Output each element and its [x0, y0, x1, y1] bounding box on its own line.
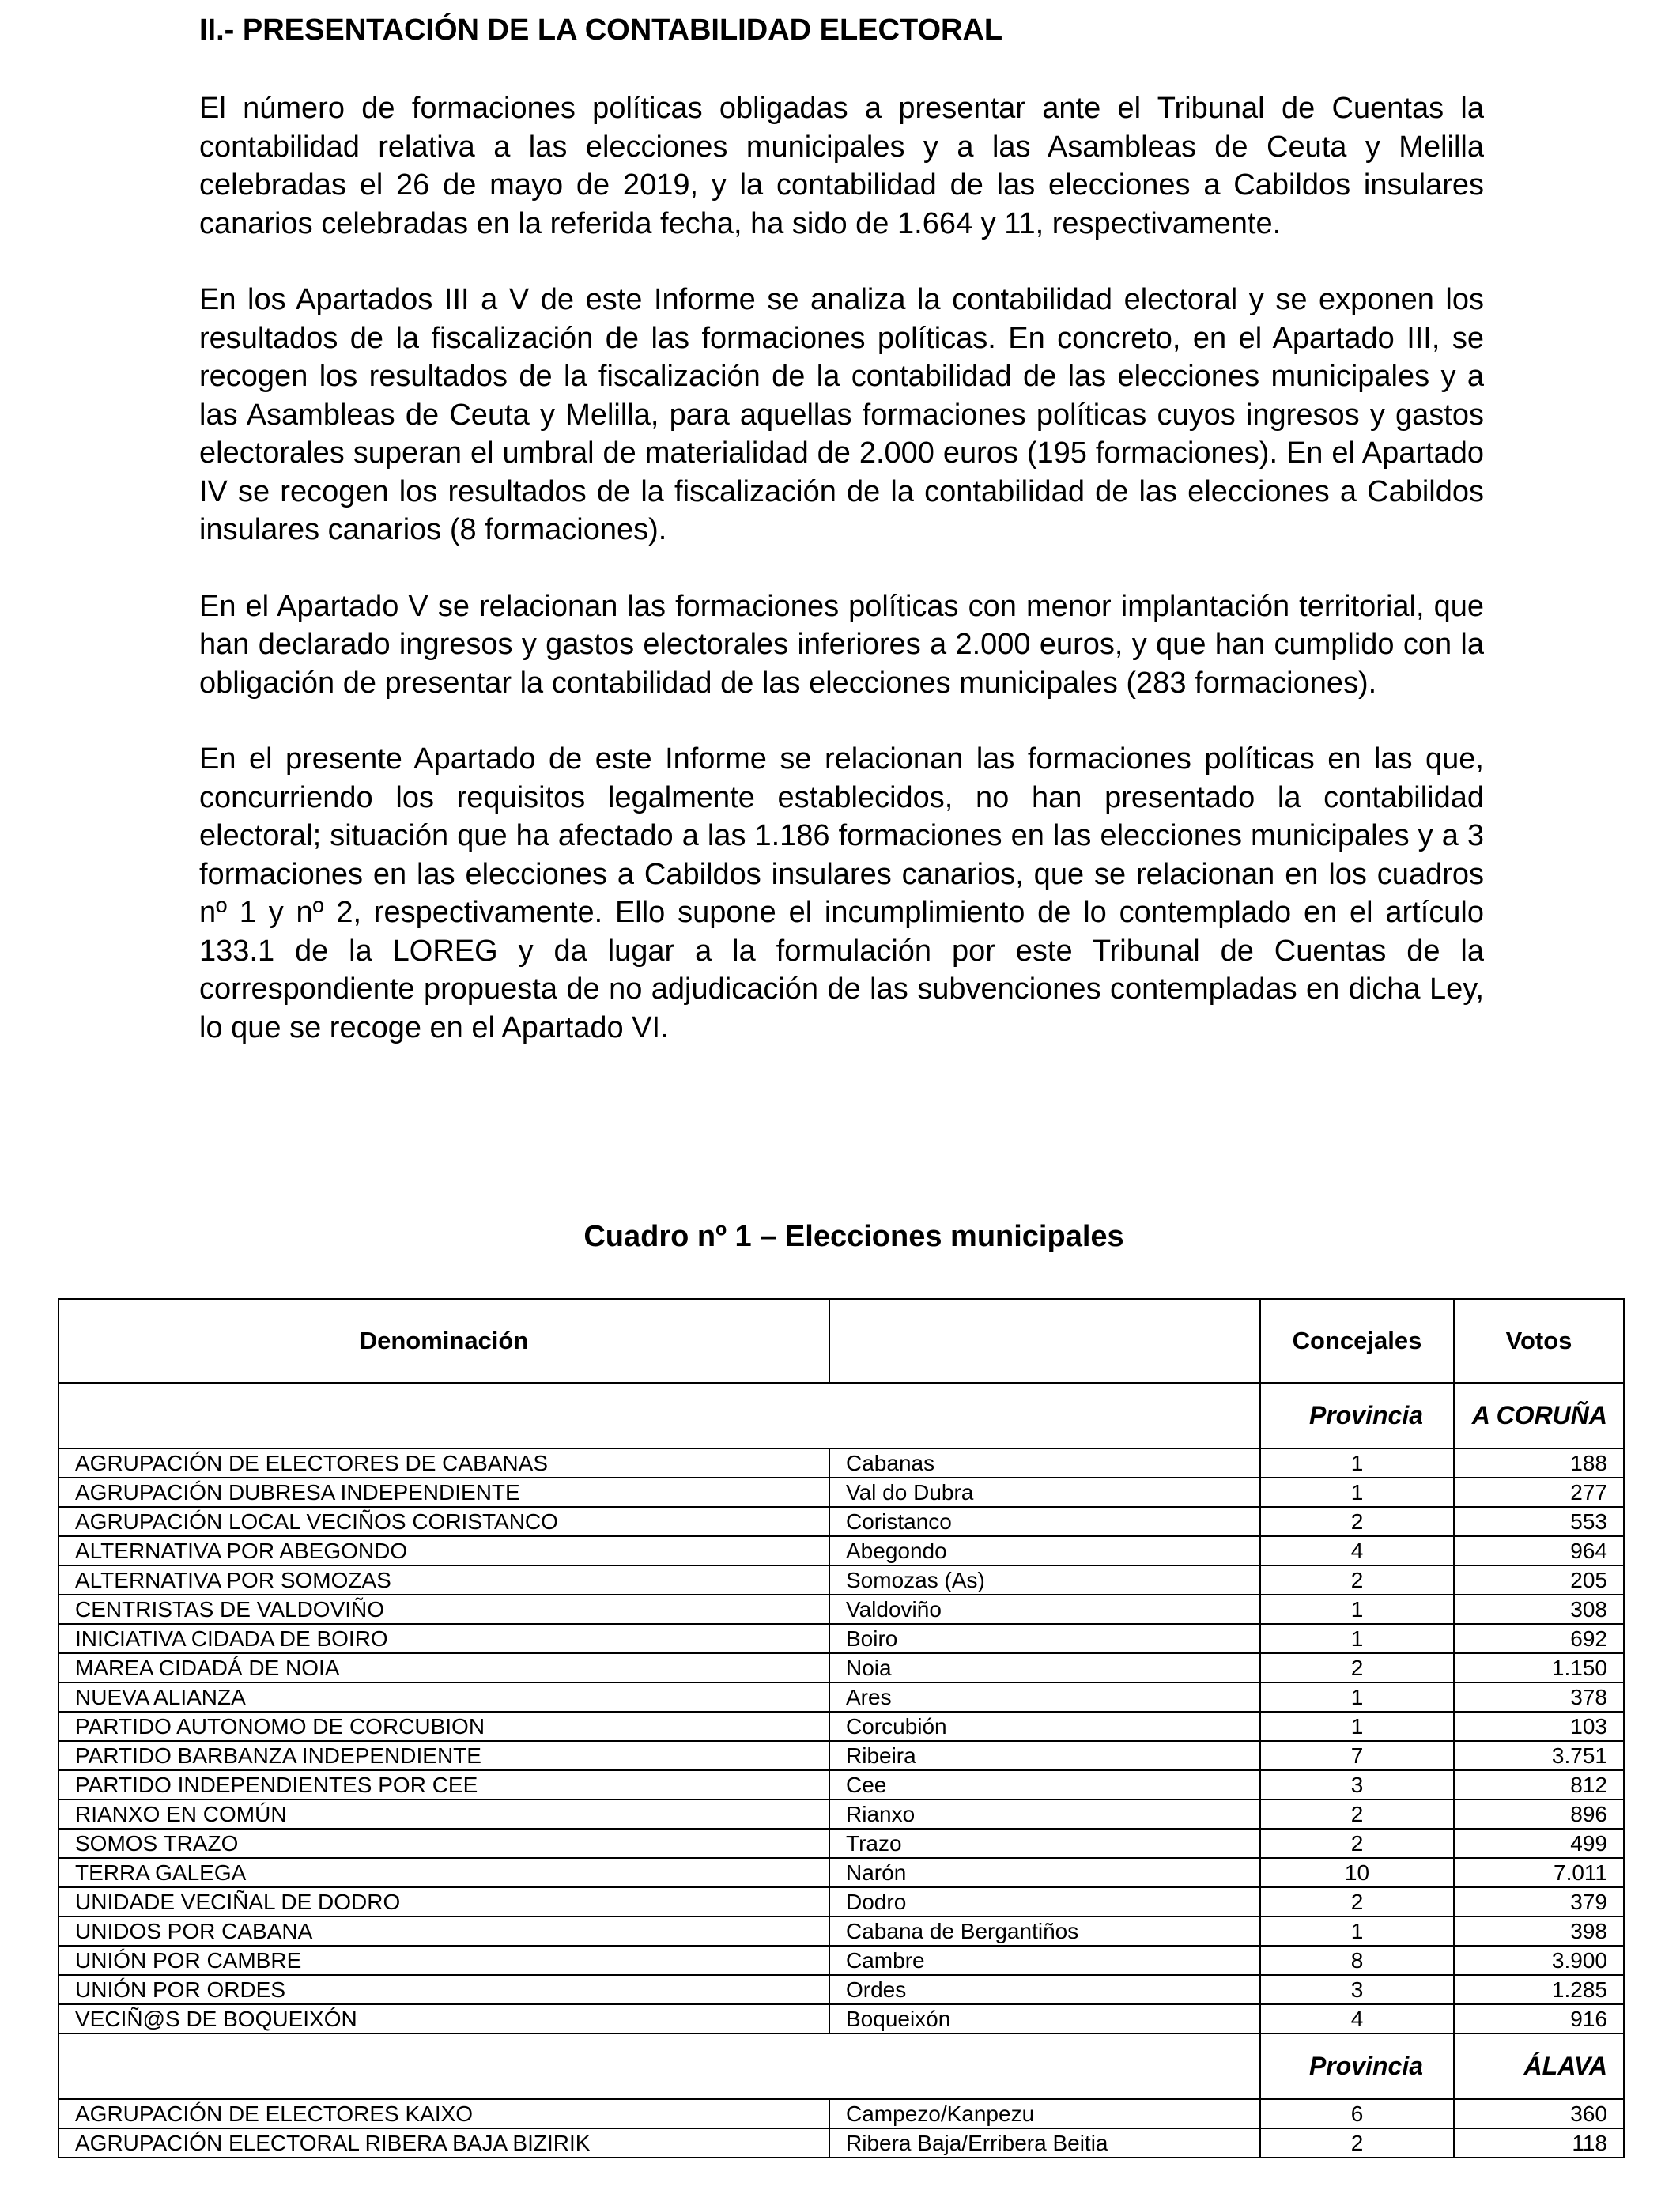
concejales: 2 [1260, 1799, 1454, 1829]
party-name: TERRA GALEGA [59, 1858, 829, 1887]
party-name: UNIDADE VECIÑAL DE DODRO [59, 1887, 829, 1916]
concejales: 3 [1260, 1770, 1454, 1799]
municipality: Somozas (As) [829, 1565, 1260, 1595]
concejales: 4 [1260, 1536, 1454, 1565]
table-row [59, 1799, 1624, 1829]
table-row [59, 2128, 1624, 2158]
table-row [59, 1448, 1624, 1478]
party-name: PARTIDO AUTONOMO DE CORCUBION [59, 1712, 829, 1741]
concejales: 3 [1260, 1975, 1454, 2004]
municipality: Dodro [829, 1887, 1260, 1916]
party-name: UNIÓN POR ORDES [59, 1975, 829, 2004]
municipality: Valdoviño [829, 1595, 1260, 1624]
concejales: 2 [1260, 2128, 1454, 2158]
municipality: Ribera Baja/Erribera Beitia [829, 2128, 1260, 2158]
concejales: 1 [1260, 1682, 1454, 1712]
table-row [59, 1829, 1624, 1858]
votos: 360 [1454, 2099, 1624, 2128]
province-spacer [59, 1383, 1260, 1448]
table-row [59, 1858, 1624, 1887]
votos: 692 [1454, 1624, 1624, 1653]
party-name: SOMOS TRAZO [59, 1829, 829, 1858]
table-row [59, 1565, 1624, 1595]
votos: 553 [1454, 1507, 1624, 1536]
header-denominacion: Denominación [59, 1299, 829, 1383]
municipality: Ordes [829, 1975, 1260, 2004]
table-row [59, 1507, 1624, 1536]
table-row [59, 1595, 1624, 1624]
party-name: PARTIDO INDEPENDIENTES POR CEE [59, 1770, 829, 1799]
table-header-row [59, 1299, 1624, 1383]
party-name: AGRUPACIÓN ELECTORAL RIBERA BAJA BIZIRIK [59, 2128, 829, 2158]
paragraph-1: El número de formaciones políticas obligadas a presentar ante el Tribunal de Cuentas la contabilidad relativa a las elecciones municipales y a las Asambleas de Ceuta y Melilla celebradas el 26 de mayo de 2019, y la contabilidad de las elecciones a Cabildos insulares canarios celebradas en la referida fecha, ha sido de 1.664 y 11, respectivamente. [199, 92, 1484, 240]
province-name: A CORUÑA [1454, 1383, 1624, 1448]
concejales: 1 [1260, 1624, 1454, 1653]
table-row [59, 1741, 1624, 1770]
party-name: NUEVA ALIANZA [59, 1682, 829, 1712]
table-row [59, 1712, 1624, 1741]
concejales: 4 [1260, 2004, 1454, 2034]
municipality: Trazo [829, 1829, 1260, 1858]
header-votos: Votos [1454, 1299, 1624, 1383]
municipality: Corcubión [829, 1712, 1260, 1741]
municipality: Coristanco [829, 1507, 1260, 1536]
municipality: Campezo/Kanpezu [829, 2099, 1260, 2128]
votos: 398 [1454, 1916, 1624, 1946]
table-row [59, 1975, 1624, 2004]
concejales: 1 [1260, 1712, 1454, 1741]
votos: 812 [1454, 1770, 1624, 1799]
party-name: UNIDOS POR CABANA [59, 1916, 829, 1946]
table-row [59, 1887, 1624, 1916]
paragraph-3: En el Apartado V se relacionan las formaciones políticas con menor implantación territorial, que han declarado ingresos y gastos electorales inferiores a 2.000 euros, y que han cumplido con la obligación de presentar la contabilidad de las elecciones municipales (283 formaciones). [199, 589, 1484, 700]
municipality: Cabana de Bergantiños [829, 1916, 1260, 1946]
concejales: 2 [1260, 1829, 1454, 1858]
party-name: MAREA CIDADÁ DE NOIA [59, 1653, 829, 1682]
votos: 379 [1454, 1887, 1624, 1916]
party-name: AGRUPACIÓN LOCAL VECIÑOS CORISTANCO [59, 1507, 829, 1536]
municipality: Rianxo [829, 1799, 1260, 1829]
concejales: 2 [1260, 1653, 1454, 1682]
section-title: II.- PRESENTACIÓN DE LA CONTABILIDAD ELECTORAL [199, 13, 1003, 47]
header-concejales: Concejales [1260, 1299, 1454, 1383]
concejales: 1 [1260, 1478, 1454, 1507]
votos: 916 [1454, 2004, 1624, 2034]
table-row [59, 1624, 1624, 1653]
votos: 3.751 [1454, 1741, 1624, 1770]
cuadro-title: Cuadro nº 1 – Elecciones municipales [583, 1220, 1124, 1253]
province-row [59, 1383, 1624, 1448]
table-body [59, 1383, 1624, 2158]
concejales: 6 [1260, 2099, 1454, 2128]
party-name: AGRUPACIÓN DE ELECTORES KAIXO [59, 2099, 829, 2128]
province-name: ÁLAVA [1454, 2034, 1624, 2099]
body-text [199, 89, 1484, 1085]
party-name: INICIATIVA CIDADA DE BOIRO [59, 1624, 829, 1653]
party-name: AGRUPACIÓN DE ELECTORES DE CABANAS [59, 1448, 829, 1478]
concejales: 10 [1260, 1858, 1454, 1887]
header-municipio [829, 1299, 1260, 1383]
votos: 188 [1454, 1448, 1624, 1478]
votos: 1.285 [1454, 1975, 1624, 2004]
municipality: Abegondo [829, 1536, 1260, 1565]
votos: 964 [1454, 1536, 1624, 1565]
province-label: Provincia [1260, 2034, 1454, 2099]
paragraph-4: En el presente Apartado de este Informe se relacionan las formaciones políticas en las que, concurriendo los requisitos legalmente establecidos, no han presentado la contabilidad electoral; situación que ha afectado a las 1.186 formaciones en las elecciones municipales y a 3 formaciones en las elecciones a Cabildos insulares canarios, que se relacionan en los cuadros nº 1 y nº 2, respectivamente. Ello supone el incumplimiento de lo contemplado en el artículo 133.1 de la LOREG y da lugar a la formulación por este Tribunal de Cuentas de la correspondiente propuesta de no adjudicación de las subvenciones contempladas en dicha Ley, lo que se recoge en el Apartado VI. [199, 742, 1484, 1044]
party-name: CENTRISTAS DE VALDOVIÑO [59, 1595, 829, 1624]
party-name: PARTIDO BARBANZA INDEPENDIENTE [59, 1741, 829, 1770]
elections-table [58, 1298, 1625, 2158]
municipality: Boiro [829, 1624, 1260, 1653]
municipality: Cabanas [829, 1448, 1260, 1478]
concejales: 8 [1260, 1946, 1454, 1975]
municipality: Noia [829, 1653, 1260, 1682]
concejales: 2 [1260, 1507, 1454, 1536]
table-row [59, 1653, 1624, 1682]
province-label: Provincia [1260, 1383, 1454, 1448]
table-row [59, 1478, 1624, 1507]
votos: 7.011 [1454, 1858, 1624, 1887]
votos: 378 [1454, 1682, 1624, 1712]
concejales: 1 [1260, 1595, 1454, 1624]
votos: 896 [1454, 1799, 1624, 1829]
concejales: 7 [1260, 1741, 1454, 1770]
municipality: Cee [829, 1770, 1260, 1799]
table-row [59, 1682, 1624, 1712]
concejales: 1 [1260, 1448, 1454, 1478]
concejales: 2 [1260, 1565, 1454, 1595]
table-row [59, 1946, 1624, 1975]
votos: 277 [1454, 1478, 1624, 1507]
province-row [59, 2034, 1624, 2099]
municipality: Boqueixón [829, 2004, 1260, 2034]
party-name: ALTERNATIVA POR SOMOZAS [59, 1565, 829, 1595]
table-row [59, 2099, 1624, 2128]
votos: 118 [1454, 2128, 1624, 2158]
votos: 103 [1454, 1712, 1624, 1741]
party-name: AGRUPACIÓN DUBRESA INDEPENDIENTE [59, 1478, 829, 1507]
municipality: Ares [829, 1682, 1260, 1712]
municipality: Val do Dubra [829, 1478, 1260, 1507]
table-row [59, 2004, 1624, 2034]
votos: 1.150 [1454, 1653, 1624, 1682]
municipality: Narón [829, 1858, 1260, 1887]
table-row [59, 1770, 1624, 1799]
party-name: RIANXO EN COMÚN [59, 1799, 829, 1829]
municipality: Cambre [829, 1946, 1260, 1975]
province-spacer [59, 2034, 1260, 2099]
party-name: ALTERNATIVA POR ABEGONDO [59, 1536, 829, 1565]
paragraph-2: En los Apartados III a V de este Informe se analiza la contabilidad electoral y se exponen los resultados de la fiscalización de las formaciones políticas. En concreto, en el Apartado III, se recogen los resultados de la fiscalización de la contabilidad de las elecciones municipales y a las Asambleas de Ceuta y Melilla, para aquellas formaciones políticas cuyos ingresos y gastos electorales superan el umbral de materialidad de 2.000 euros (195 formaciones). En el Apartado IV se recogen los resultados de la fiscalización de la contabilidad de las elecciones a Cabildos insulares canarios (8 formaciones). [199, 283, 1484, 546]
concejales: 1 [1260, 1916, 1454, 1946]
votos: 205 [1454, 1565, 1624, 1595]
table-row [59, 1536, 1624, 1565]
votos: 3.900 [1454, 1946, 1624, 1975]
votos: 308 [1454, 1595, 1624, 1624]
concejales: 2 [1260, 1887, 1454, 1916]
votos: 499 [1454, 1829, 1624, 1858]
party-name: VECIÑ@S DE BOQUEIXÓN [59, 2004, 829, 2034]
party-name: UNIÓN POR CAMBRE [59, 1946, 829, 1975]
table-row [59, 1916, 1624, 1946]
municipality: Ribeira [829, 1741, 1260, 1770]
